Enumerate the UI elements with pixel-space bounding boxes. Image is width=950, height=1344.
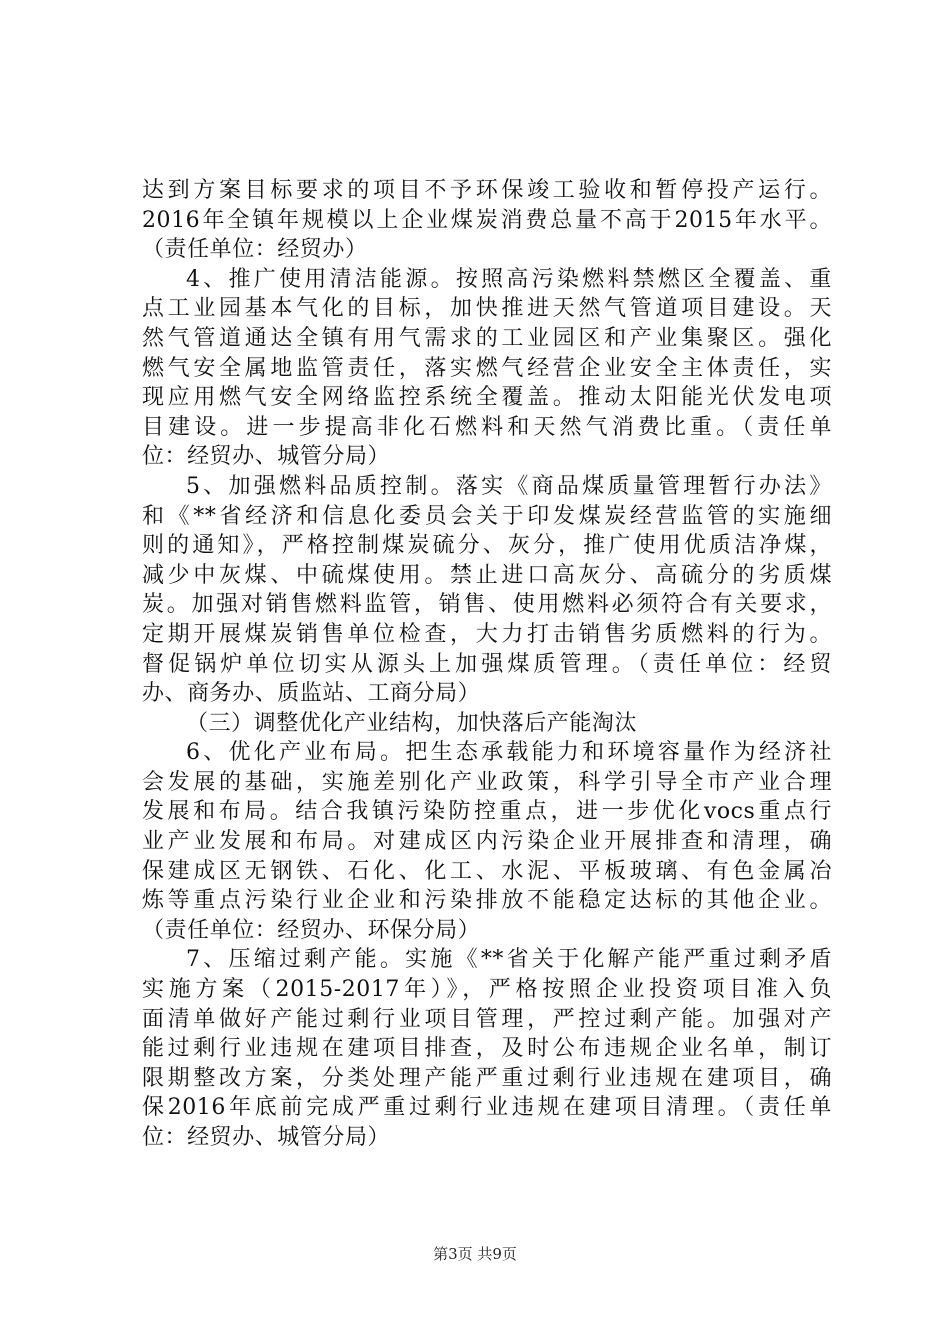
section-heading: （三）调整优化产业结构，加快落后产能淘汰 [186,710,638,736]
text-line: 发展和布局。结合我镇污染防控重点，进一步优化vocs重点行 [142,799,832,825]
text-line: 然气管道通达全镇有用气需求的工业园区和产业集聚区。强化 [142,325,832,351]
text-line: 办、商务办、质监站、工商分局） [142,681,481,707]
page-footer: 第3页 共9页 [433,1245,517,1263]
text-line: 7、压缩过剩产能。实施《**省关于化解产能严重过剩矛盾 [186,947,832,973]
text-line: 督促锅炉单位切实从源头上加强煤质管理。（责任单位：经贸 [142,651,832,677]
text-line: 2016年全镇年规模以上企业煤炭消费总量不高于2015年水平。 [142,207,832,233]
text-line: 点工业园基本气化的目标，加快推进天然气管道项目建设。天 [142,296,832,322]
text-line: 定期开展煤炭销售单位检查，大力打击销售劣质燃料的行为。 [142,621,832,647]
text-line: 面清单做好产能过剩行业项目管理，严控过剩产能。加强对产 [142,1006,832,1032]
text-line: 达到方案目标要求的项目不予环保竣工验收和暂停投产运行。 [142,178,832,203]
text-line: 业产业发展和布局。对建成区内污染企业开展排查和清理，确 [142,829,832,855]
text-line: 目建设。进一步提高非化石燃料和天然气消费比重。（责任单 [142,414,832,440]
document-body [142,176,832,1153]
text-line: 保2016年底前完成严重过剩行业违规在建项目清理。（责任单 [142,1095,832,1121]
text-line: 炼等重点污染行业企业和污染排放不能稳定达标的其他企业。 [142,888,832,914]
text-line: （责任单位：经贸办） [142,237,368,263]
text-line: 4、推广使用清洁能源。按照高污染燃料禁燃区全覆盖、重 [186,266,832,292]
text-line: 减少中灰煤、中硫煤使用。禁止进口高灰分、高硫分的劣质煤 [142,562,832,588]
text-line: 和《**省经济和信息化委员会关于印发煤炭经营监管的实施细 [142,503,832,529]
text-line: 燃气安全属地监管责任，落实燃气经营企业安全主体责任，实 [142,355,832,381]
text-line: 炭。加强对销售燃料监管，销售、使用燃料必须符合有关要求， [142,592,832,618]
text-line: 位：经贸办、城管分局） [142,444,391,470]
text-line: 能过剩行业违规在建项目排查，及时公布违规企业名单，制订 [142,1036,832,1062]
text-line: 限期整改方案，分类处理产能严重过剩行业违规在建项目，确 [142,1065,832,1091]
text-line: 实施方案（2015-2017年）》，严格按照企业投资项目准入负 [142,977,832,1003]
text-line: 保建成区无钢铁、石化、化工、水泥、平板玻璃、有色金属冶 [142,858,832,884]
text-line: 5、加强燃料品质控制。落实《商品煤质量管理暂行办法》 [186,473,832,499]
text-line: （责任单位：经贸办、环保分局） [142,917,481,943]
text-line: 则的通知》，严格控制煤炭硫分、灰分，推广使用优质洁净煤， [142,533,832,559]
text-line: 现应用燃气安全网络监控系统全覆盖。推动太阳能光伏发电项 [142,385,832,411]
text-line: 位：经贸办、城管分局） [142,1125,391,1150]
text-line: 会发展的基础，实施差别化产业政策，科学引导全市产业合理 [142,769,832,795]
text-line: 6、优化产业布局。把生态承载能力和环境容量作为经济社 [186,740,832,766]
